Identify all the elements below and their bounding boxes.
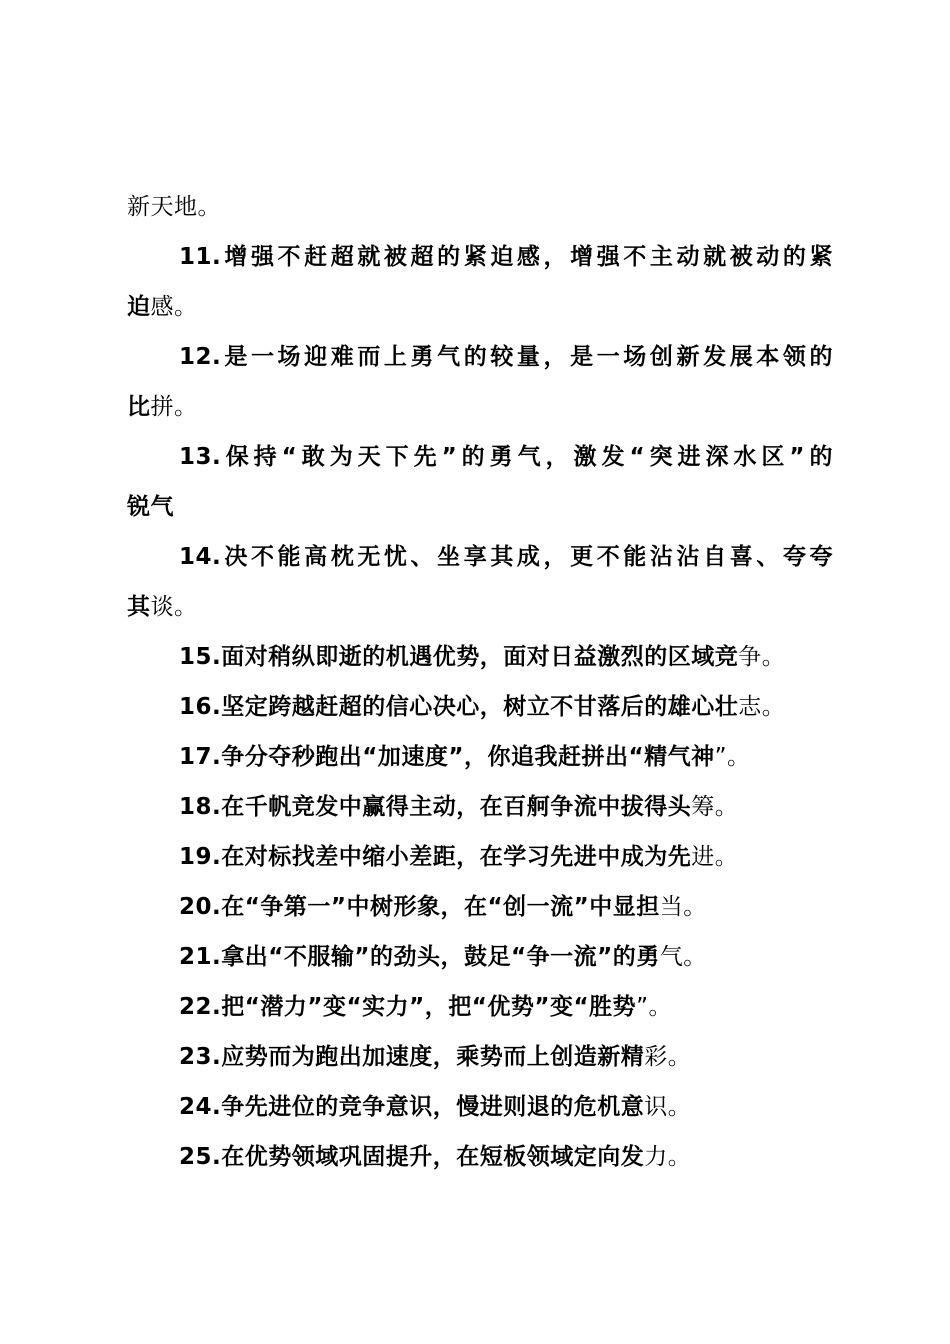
list-item-23 <box>127 1036 833 1086</box>
list-item-13 <box>127 436 833 486</box>
list-item-25 <box>127 1136 833 1186</box>
list-item-12-cont <box>127 386 833 436</box>
list-item-text: 25.在优势领域巩固提升，在短板领域定向发 <box>179 1144 645 1170</box>
list-item-tail: 筹。 <box>691 794 739 820</box>
list-item-24 <box>127 1086 833 1136</box>
list-item-tail: 志。 <box>738 694 786 720</box>
list-item-text: 12.是一场迎难而上勇气的较量，是一场创新发展本领的 <box>179 344 833 370</box>
list-item-text: 16.坚定跨越赶超的信心决心，树立不甘落后的雄心壮 <box>179 694 739 720</box>
list-item-19 <box>127 836 833 886</box>
list-item-tail: 力。 <box>644 1144 692 1170</box>
list-item-18 <box>127 786 833 836</box>
list-item-text: 23.应势而为跑出加速度，乘势而上创造新精 <box>179 1044 645 1070</box>
list-item-text: 21.拿出“不服输”的劲头，鼓足“争一流”的勇 <box>179 944 660 970</box>
document-body <box>127 186 833 1186</box>
list-item-16 <box>127 686 833 736</box>
list-item-tail: ”。 <box>636 994 672 1020</box>
list-item-20 <box>127 886 833 936</box>
list-item-tail: 拼。 <box>150 394 198 420</box>
list-item-tail: 争。 <box>738 644 786 670</box>
list-item-tail: ”。 <box>714 744 751 770</box>
list-item-text: 11.增强不赶超就被超的紧迫感，增强不主动就被动的紧 <box>179 244 833 270</box>
list-item-text: 15.面对稍纵即逝的机遇优势，面对日益激烈的区域竞 <box>179 644 739 670</box>
list-item-text: 17.争分夺秒跑出“加速度”，你追我赶拼出“精气神 <box>179 744 715 770</box>
list-item-tail: 感。 <box>150 294 198 320</box>
list-item-11 <box>127 236 833 286</box>
list-item-text: 20.在“争第一”中树形象，在“创一流”中显担 <box>179 894 660 920</box>
list-item-text: 22.把“潜力”变“实力”，把“优势”变“胜势 <box>179 994 637 1020</box>
list-item-14-cont <box>127 586 833 636</box>
list-item-tail: 彩。 <box>644 1044 692 1070</box>
list-item-text: 18.在千帆竞发中赢得主动，在百舸争流中拔得头 <box>179 794 692 820</box>
list-item-text: 14.决不能高枕无忧、坐享其成，更不能沾沾自喜、夸夸 <box>179 544 833 570</box>
list-item-text: 24.争先进位的竞争意识，慢进则退的危机意 <box>179 1094 645 1120</box>
paragraph-line <box>127 186 833 236</box>
list-item-11-cont <box>127 286 833 336</box>
continuation-text: 新天地。 <box>127 194 221 220</box>
list-item-text-cont: 迫 <box>127 294 151 320</box>
list-item-12 <box>127 336 833 386</box>
list-item-21 <box>127 936 833 986</box>
list-item-tail: 谈。 <box>150 594 198 620</box>
list-item-13-cont <box>127 486 833 536</box>
list-item-text: 13.保持“敢为天下先”的勇气，激发“突进深水区”的 <box>179 444 833 470</box>
list-item-text-cont: 其 <box>127 594 151 620</box>
list-item-15 <box>127 636 833 686</box>
list-item-14 <box>127 536 833 586</box>
list-item-22 <box>127 986 833 1036</box>
list-item-text-cont: 比 <box>127 394 151 420</box>
list-item-tail: 气。 <box>659 944 707 970</box>
list-item-17 <box>127 736 833 786</box>
list-item-tail: 当。 <box>659 894 707 920</box>
list-item-text-cont: 锐气 <box>127 494 174 520</box>
list-item-tail: 进。 <box>691 844 739 870</box>
list-item-tail: 识。 <box>644 1094 692 1120</box>
list-item-text: 19.在对标找差中缩小差距，在学习先进中成为先 <box>179 844 692 870</box>
